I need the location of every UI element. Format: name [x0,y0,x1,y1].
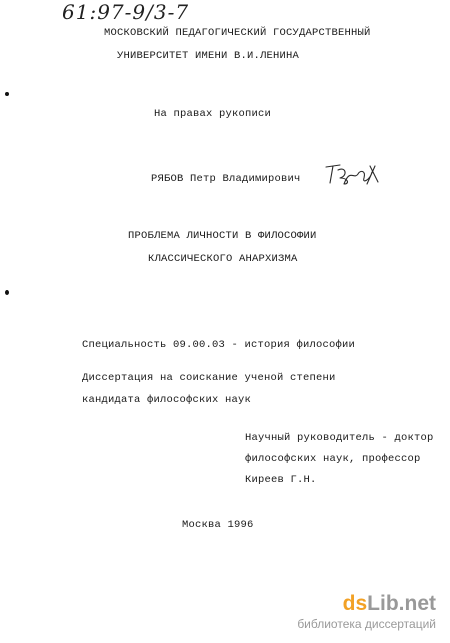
manuscript-rights-note: На правах рукописи [154,108,272,120]
place-and-year: Москва 1996 [182,519,254,531]
author-name: РЯБОВ Петр Владимирович [151,173,301,185]
dslib-logo-rest: Lib.net [367,592,436,615]
margin-mark-top [5,92,9,96]
author-signature [322,158,382,188]
dslib-logo [297,593,436,615]
advisor-line3: Киреев Г.Н. [245,474,317,486]
dslib-subtitle: библиотека диссертаций [297,617,436,631]
university-name-line1: МОСКОВСКИЙ ПЕДАГОГИЧЕСКИЙ ГОСУДАРСТВЕННЫЙ [104,27,371,39]
university-name-line2: УНИВЕРСИТЕТ ИМЕНИ В.И.ЛЕНИНА [117,50,300,62]
degree-line1: Диссертация на соискание ученой степени [82,372,336,384]
dissertation-title-line1: ПРОБЛЕМА ЛИЧНОСТИ В ФИЛОСОФИИ [128,230,317,242]
degree-line2: кандидата философских наук [82,394,252,406]
margin-mark-middle [5,290,9,295]
handwritten-catalog-number: 61:97-9/3-7 [62,0,190,24]
dslib-watermark [297,593,436,631]
specialty-line: Специальность 09.00.03 - история философии [82,339,356,351]
dslib-logo-ds: ds [342,592,368,615]
advisor-line2: философских наук, профессор [245,453,421,465]
advisor-line1: Научный руководитель - доктор [245,432,434,444]
dissertation-title-line2: КЛАССИЧЕСКОГО АНАРХИЗМА [148,253,298,265]
